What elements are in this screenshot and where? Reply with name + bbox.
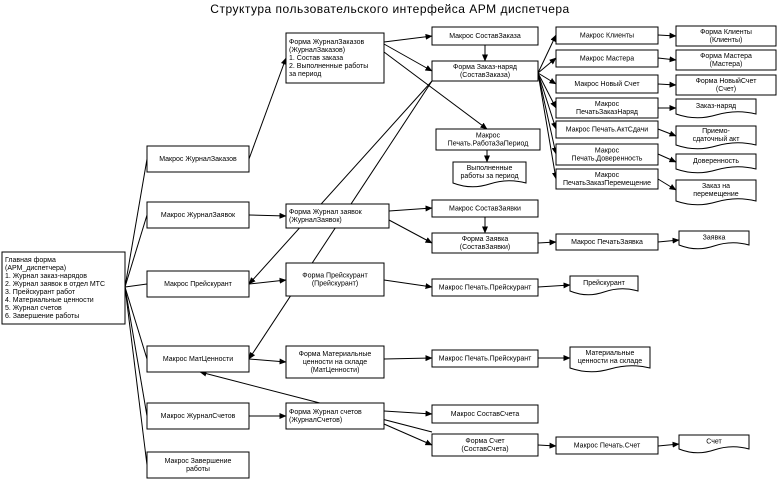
d-act-label-line: Приемо-	[702, 128, 730, 136]
m-clients-label-line: Макрос Клиенты	[579, 32, 635, 40]
connector-arrow-37	[384, 280, 432, 287]
m-print-order-box	[556, 98, 658, 118]
m-finish-box	[147, 452, 249, 478]
d-invoice-label-line: Счет	[706, 438, 722, 446]
d-order-document	[676, 99, 756, 118]
m-masters-box	[556, 50, 658, 67]
m-print-request-label-line: Макрос ПечатьЗаявка	[571, 239, 643, 247]
m-print-pricelist-2-box	[432, 350, 538, 367]
m-finish-label-line: работы	[186, 466, 210, 474]
d-pricelist-document	[570, 276, 638, 295]
connector-arrow-45	[538, 445, 556, 446]
connector-arrow-35	[658, 240, 679, 242]
m-journal-orders-label-line: Макрос ЖурналЗаказов	[159, 156, 237, 164]
m-new-invoice-label-line: Макрос Новый Счет	[574, 81, 640, 89]
m-print-transfer-box	[556, 169, 658, 189]
m-print-request-box	[556, 234, 658, 250]
d-act-document	[676, 126, 756, 149]
f-order-label-line: (СоставЗаказа)	[459, 72, 511, 80]
connector-arrow-17	[538, 73, 556, 129]
f-clients-box	[676, 26, 776, 46]
m-print-act-label-line: Макрос Печать.АктСдачи	[565, 126, 649, 134]
connector-arrow-40	[384, 358, 432, 359]
diagram-title: Структура пользовательского интерфейса АРМ диспетчера	[210, 2, 570, 16]
m-invoice-composition-box	[432, 405, 538, 423]
f-journal-orders-label-line: (ЖурналЗаказов)	[289, 47, 346, 55]
m-journal-invoices-label-line: Макрос ЖурналСчетов	[160, 413, 236, 421]
connector-arrow-13	[538, 35, 556, 73]
main-form-label-line: 3. Прейскурант работ	[5, 289, 76, 297]
m-journal-invoices-box	[147, 403, 249, 429]
d-transfer-label-line: перемещение	[693, 191, 739, 199]
f-order-label-line: Форма Заказ-наряд	[453, 64, 517, 72]
d-transfer-document	[676, 180, 756, 205]
m-masters-label-line: Макрос Мастера	[579, 55, 635, 63]
f-journal-invoices-box	[286, 403, 384, 429]
m-pricelist-box	[147, 271, 249, 297]
m-print-invoice-box	[556, 437, 658, 454]
f-journal-orders-box	[286, 33, 384, 83]
f-invoice-label-line: (СоставСчета)	[461, 446, 509, 454]
m-print-proxy-label-line: Макрос	[594, 147, 620, 155]
f-clients-label-line: Форма Клиенты	[700, 29, 752, 37]
m-print-pricelist-box	[432, 279, 538, 296]
f-masters-label-line: (Мастера)	[709, 61, 743, 69]
f-pricelist-label-line: (Прейскурант)	[311, 280, 359, 288]
d-invoice-document	[679, 435, 749, 453]
main-form-box	[2, 252, 125, 324]
connector-arrow-22	[658, 84, 676, 85]
m-finish-label-line: Макрос Завершение	[164, 458, 232, 466]
m-pricelist-label-line: Макрос Прейскурант	[164, 281, 232, 289]
connector-arrow-5	[125, 287, 147, 416]
f-journal-requests-label-line: Форма Журнал заявок	[289, 209, 362, 217]
connector-arrow-24	[658, 129, 676, 136]
f-masters-label-line: Форма Мастера	[700, 53, 752, 61]
d-proxy-label-line: Доверенность	[692, 158, 740, 166]
connector-arrow-25	[658, 154, 676, 162]
d-work-period-document	[453, 162, 526, 187]
f-new-invoice-box	[676, 75, 776, 95]
m-print-work-period-label-line: Печать.РаботаЗаПериод	[447, 140, 529, 148]
m-clients-box	[556, 27, 658, 44]
d-mat-values-label-line: Материальные	[585, 350, 635, 358]
connector-arrow-14	[538, 58, 556, 73]
d-work-period-label-line: Выполненные	[466, 165, 513, 173]
connector-arrow-21	[658, 58, 676, 60]
connector-arrow-27	[249, 81, 432, 284]
connector-arrow-30	[249, 215, 286, 216]
connector-arrow-38	[538, 285, 570, 287]
f-request-box	[432, 233, 538, 253]
f-mat-values-label-line: ценности на складе	[302, 359, 368, 367]
m-journal-orders-box	[147, 146, 249, 172]
connector-arrow-6	[125, 287, 147, 465]
connector-arrow-39	[249, 359, 286, 362]
f-clients-label-line: (Клиенты)	[709, 37, 743, 45]
connector-arrow-46	[658, 444, 679, 446]
m-print-order-label-line: ПечатьЗаказНаряд	[576, 109, 638, 117]
f-request-label-line: (СоставЗаявки)	[459, 244, 511, 252]
d-mat-values-label-line: ценности на складе	[577, 358, 643, 366]
connector-arrow-36	[249, 280, 286, 284]
f-masters-box	[676, 50, 776, 70]
f-journal-orders-label-line: 1. Состав заказа	[289, 55, 344, 63]
m-invoice-composition-label-line: Макрос СоставСчета	[450, 411, 520, 419]
d-mat-values-document	[570, 347, 650, 372]
f-journal-invoices-label-line: (ЖурналСчетов)	[289, 417, 343, 425]
connector-arrow-44	[384, 424, 432, 445]
m-print-order-label-line: Макрос	[594, 101, 620, 109]
m-request-composition-label-line: Макрос СоставЗаявки	[449, 205, 521, 213]
m-order-composition-box	[432, 27, 538, 45]
main-form-label-line: Главная форма	[5, 257, 56, 265]
m-print-transfer-label-line: ПечатьЗаказПеремещение	[563, 180, 651, 188]
m-print-invoice-label-line: Макрос Печать.Счет	[573, 442, 641, 450]
f-new-invoice-label-line: Форма НовыйСчет	[695, 78, 757, 86]
d-order-label-line: Заказ-наряд	[695, 103, 737, 111]
f-journal-requests-label-line: (ЖурналЗаявок)	[289, 217, 342, 225]
d-proxy-document	[676, 154, 756, 173]
m-print-proxy-box	[556, 144, 658, 165]
f-journal-orders-label-line: 2. Выполненные работы	[289, 63, 369, 71]
m-print-work-period-box	[436, 129, 540, 150]
f-pricelist-label-line: Форма Прейскурант	[302, 272, 368, 280]
connector-arrow-18	[538, 73, 556, 154]
m-journal-requests-box	[147, 202, 249, 228]
m-journal-requests-label-line: Макрос ЖурналЗаявок	[160, 212, 236, 220]
connector-arrow-43	[384, 411, 432, 414]
main-form-label-line: 1. Журнал заказ-нарядов	[5, 273, 88, 281]
main-form-label-line: 2. Журнал заявок в отдел МТС	[5, 281, 106, 289]
m-new-invoice-box	[556, 75, 658, 93]
d-request-document	[679, 231, 749, 249]
f-order-box	[432, 61, 538, 81]
m-order-composition-label-line: Макрос СоставЗаказа	[449, 33, 521, 41]
f-journal-requests-box	[286, 204, 389, 228]
m-print-act-box	[556, 121, 658, 138]
f-request-label-line: Форма Заявка	[461, 236, 509, 244]
f-pricelist-box	[286, 263, 384, 296]
f-invoice-label-line: Форма Счет	[465, 438, 505, 446]
connector-arrow-34	[538, 242, 556, 243]
d-request-label-line: Заявка	[702, 234, 726, 242]
d-act-label-line: сдаточный акт	[692, 136, 740, 144]
f-mat-values-box	[286, 346, 384, 378]
connector-arrow-8	[384, 36, 432, 42]
m-print-transfer-label-line: Макрос	[594, 172, 620, 180]
f-invoice-box	[432, 434, 538, 456]
f-journal-orders-label-line: Форма ЖурналЗаказов	[289, 39, 365, 47]
f-journal-invoices-label-line: Форма Журнал счетов	[289, 409, 362, 417]
connector-arrow-1	[125, 159, 147, 287]
m-mat-values-label-line: Макрос МатЦенности	[162, 356, 234, 364]
d-work-period-label-line: работы за период	[460, 173, 519, 181]
connector-arrow-32	[389, 220, 432, 243]
connector-arrow-7	[249, 58, 286, 159]
f-mat-values-label-line: (МатЦенности)	[310, 367, 360, 375]
connector-arrow-26	[658, 179, 676, 190]
main-form-label-line: (АРМ_диспетчера)	[5, 265, 67, 273]
f-mat-values-label-line: Форма Материальные	[298, 351, 372, 359]
connector-arrow-19	[538, 73, 556, 179]
m-print-proxy-label-line: Печать.Доверенность	[571, 155, 643, 163]
m-print-pricelist-2-label-line: Макрос Печать.Прейскурант	[438, 355, 532, 363]
connector-arrow-20	[658, 35, 676, 36]
connector-arrow-4	[125, 287, 147, 359]
d-transfer-label-line: Заказ на	[701, 183, 731, 191]
f-journal-orders-label-line: за период	[289, 71, 322, 79]
m-mat-values-box	[147, 346, 249, 372]
nodes	[2, 26, 776, 478]
m-print-pricelist-label-line: Макрос Печать.Прейскурант	[438, 284, 532, 292]
main-form-label-line: 6. Завершение работы	[5, 313, 80, 321]
f-new-invoice-label-line: (Счет)	[715, 86, 737, 94]
connector-arrow-31	[389, 208, 432, 211]
main-form-label-line: 4. Материальные ценности	[5, 297, 94, 305]
main-form-label-line: 5. Журнал счетов	[5, 305, 62, 313]
connector-arrow-3	[125, 284, 147, 287]
m-print-work-period-label-line: Макрос	[475, 132, 501, 140]
m-request-composition-box	[432, 200, 538, 217]
d-pricelist-label-line: Прейскурант	[583, 280, 625, 288]
